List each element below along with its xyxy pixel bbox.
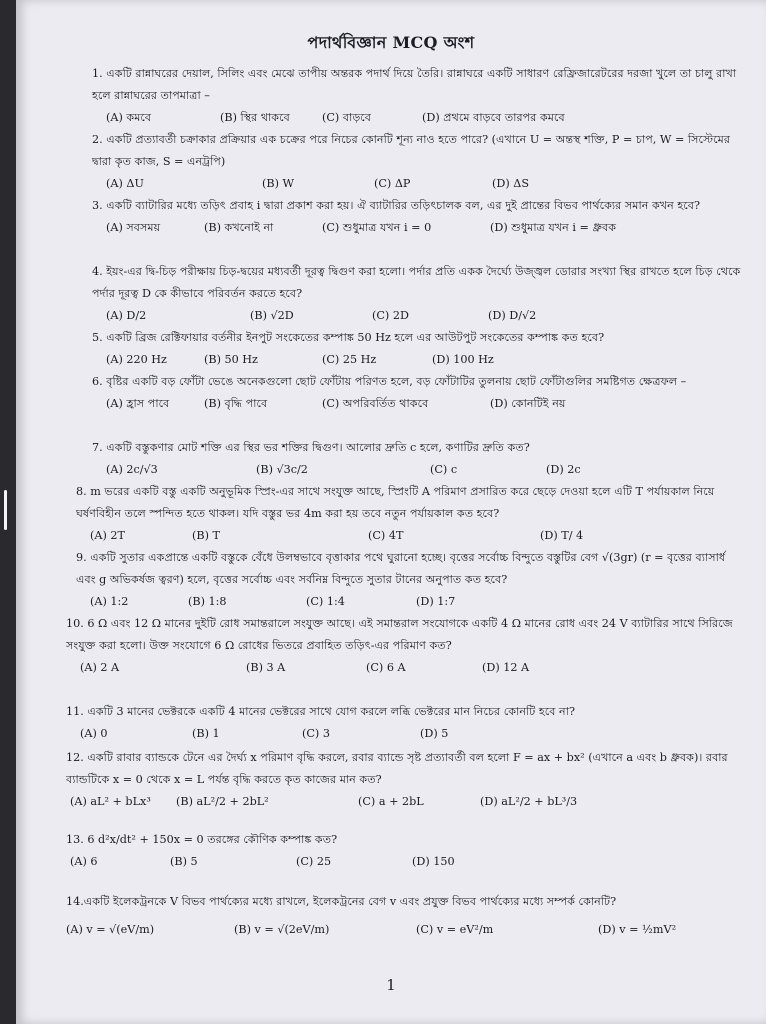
option-b: (B) 5 [170, 855, 198, 868]
option-a: (A) v = √(eV/m) [66, 923, 155, 936]
question-3 [92, 195, 746, 239]
page-edge-mark [4, 490, 7, 530]
options-row [66, 913, 746, 947]
option-b: (B) √3c/2 [256, 463, 308, 476]
option-a: (A) ΔU [106, 177, 144, 190]
question-text: 4. ইয়ং-এর দ্বি-চিড় পরীক্ষায় চিড়-দ্বয়ের মধ্যবর্তী দূরত্ব দ্বিগুণ করা হলো। পর্দার প্রতি একক দৈর্ঘ্যে উজ্জ্বল ডোরার সংখ্যা স্থির রাখতে হলে চিড় থেকে পর্দার দূরত্ব D কে কীভাবে পরিবর্তন করতে হবে? [92, 265, 741, 300]
question-13 [66, 829, 746, 873]
option-a: (A) 2T [90, 529, 125, 542]
option-a: (A) 6 [70, 855, 98, 868]
question-text: 6. বৃষ্টির একটি বড় ফোঁটা ভেঙে অনেকগুলো ছোট ফোঁটায় পরিণত হলে, বড় ফোঁটাটির তুলনায় ছোট ফোঁটাগুলির সমষ্টিগত ক্ষেত্রফল – [92, 375, 687, 388]
question-7 [92, 437, 746, 481]
option-a: (A) হ্রাস পাবে [106, 397, 170, 410]
option-d: (D) কোনটিই নয় [490, 397, 566, 410]
options-row [66, 791, 746, 813]
option-a: (A) কমবে [106, 111, 152, 124]
option-c: (C) 4T [368, 529, 404, 542]
question-text: 5. একটি ব্রিজ রেক্টিফায়ার বর্তনীর ইনপুট সংকেতের কম্পাঙ্ক 50 Hz হলে এর আউটপুট সংকেতের কম্পাঙ্ক কত হবে? [92, 331, 605, 344]
option-a: (A) 2 A [80, 661, 120, 674]
option-c: (C) বাড়বে [322, 111, 372, 124]
option-b: (B) W [262, 177, 295, 190]
option-d: (D) 5 [420, 727, 449, 740]
option-d: (D) 2c [546, 463, 581, 476]
option-c: (C) v = eV²/m [416, 923, 494, 936]
option-c: (C) 25 Hz [322, 353, 377, 366]
option-b: (B) 50 Hz [204, 353, 258, 366]
option-b: (B) কখনোই না [204, 221, 274, 234]
options-row [92, 393, 746, 415]
options-row [66, 851, 746, 873]
question-5 [92, 327, 746, 371]
question-6 [92, 371, 746, 415]
option-b: (B) 1 [192, 727, 220, 740]
option-d: (D) T/ 4 [540, 529, 584, 542]
question-text: 11. একটি 3 মানের ভেক্টরকে একটি 4 মানের ভেক্টরের সাথে যোগ করলে লব্ধি ভেক্টরের মান নিচের কোনটি হবে না? [66, 705, 575, 718]
option-a: (A) 220 Hz [106, 353, 167, 366]
options-row [92, 107, 746, 129]
option-c: (C) অপরিবর্তিত থাকবে [322, 397, 429, 410]
question-12 [66, 747, 746, 813]
question-2 [92, 129, 746, 195]
option-a: (A) সবসময় [106, 221, 161, 234]
page-number: 1 [386, 976, 396, 994]
page-title: পদার্থবিজ্ঞান MCQ অংশ [307, 33, 475, 52]
option-c: (C) শুধুমাত্র যখন i = 0 [322, 221, 432, 234]
option-c: (C) 3 [302, 727, 330, 740]
question-text: 2. একটি প্রত্যাবর্তী চক্রাকার প্রক্রিয়ার এক চক্রের পরে নিচের কোনটি শূন্য নাও হতে পারে? (এখানে U = অন্তস্থ শক্তি, P = চাপ, W = সিস্টেমের দ্বারা কৃত কাজ, S = এনট্রপি) [92, 133, 730, 168]
option-a: (A) 2c/√3 [106, 463, 158, 476]
option-d: (D) 100 Hz [432, 353, 494, 366]
option-d: (D) D/√2 [488, 309, 537, 322]
options-row [66, 657, 746, 679]
options-row [76, 591, 746, 613]
question-11 [66, 701, 746, 745]
question-text: 1. একটি রান্নাঘরের দেয়াল, সিলিং এবং মেঝে তাপীয় অন্তরক পদার্থ দিয়ে তৈরি। রান্নাঘরে একটি সাধারণ রেফ্রিজারেটরের দরজা খুলে তা চালু রাখা হলে রান্নাঘরের তাপমাত্রা – [92, 67, 737, 102]
question-1 [92, 63, 746, 129]
question-text: 14.একটি ইলেকট্রনকে V বিভব পার্থক্যের মধ্যে রাখলে, ইলেকট্রনের বেগ v এবং প্রযুক্ত বিভব পার্থক্যের মধ্যে সম্পর্ক কোনটি? [66, 895, 617, 908]
option-d: (D) প্রথমে বাড়বে তারপর কমবে [422, 111, 565, 124]
question-text: 9. একটি সুতার একপ্রান্তে একটি বস্তুকে বেঁধে উলম্বভাবে বৃত্তাকার পথে ঘুরানো হচ্ছে। বৃত্তের সর্বোচ্চ বিন্দুতে বস্তুটির বেগ √(3gr) (r = বৃত্তের ব্যাসার্ধ এবং g অভিকর্ষজ ত্বরণ) হলে, বৃত্তের সর্বোচ্চ এবং সর্বনিম্ন বিন্দুতে সুতার টানের অনুপাত কত হবে? [76, 551, 726, 586]
option-c: (C) ΔP [374, 177, 411, 190]
option-a: (A) 1:2 [90, 595, 129, 608]
option-b: (B) 1:8 [188, 595, 227, 608]
document-page [16, 0, 766, 1024]
option-c: (C) 1:4 [306, 595, 345, 608]
options-row [92, 173, 746, 195]
option-b: (B) T [192, 529, 220, 542]
question-9 [76, 547, 746, 613]
option-d: (D) ΔS [492, 177, 529, 190]
option-a: (A) aL² + bLx³ [70, 795, 151, 808]
question-4 [92, 261, 746, 327]
options-row [92, 459, 746, 481]
option-b: (B) √2D [250, 309, 294, 322]
option-d: (D) 1:7 [416, 595, 456, 608]
options-row [92, 217, 746, 239]
option-c: (C) 2D [372, 309, 409, 322]
option-b: (B) v = √(2eV/m) [234, 923, 330, 936]
option-d: (D) aL²/2 + bL³/3 [480, 795, 578, 808]
option-d: (D) v = ½mV² [598, 923, 677, 936]
question-8 [76, 481, 746, 547]
option-c: (C) a + 2bL [358, 795, 424, 808]
option-d: (D) শুধুমাত্র যখন i = ধ্রুবক [490, 221, 617, 234]
option-d: (D) 12 A [482, 661, 530, 674]
question-text: 10. 6 Ω এবং 12 Ω মানের দুইটি রোধ সমান্তরালে সংযুক্ত আছে। এই সমান্তরাল সংযোগকে একটি 4 Ω মানের রোধ এবং 24 V ব্যাটারির সাথে সিরিজে সংযুক্ত করা হলো। উক্ত সংযোগে 6 Ω রোধের ভিতরে প্রবাহিত তড়িৎ-এর পরিমাণ কত? [66, 617, 733, 652]
question-text: 13. 6 d²x/dt² + 150x = 0 তরঙ্গের কৌণিক কম্পাঙ্ক কত? [66, 833, 338, 846]
question-10 [66, 613, 746, 679]
option-a: (A) D/2 [106, 309, 147, 322]
option-b: (B) বৃদ্ধি পাবে [204, 397, 268, 410]
question-text: 8. m ভরের একটি বস্তু একটি অনুভূমিক স্প্রিং-এর সাথে সংযুক্ত আছে, স্প্রিংটি A পরিমাণ প্রসারিত করে ছেড়ে দেওয়া হলে এটি T পর্যায়কাল নিয়ে ঘর্ষণবিহীন তলে স্পন্দিত হতে থাকল। যদি বস্তুর ভর 4m করা হয় তবে নতুন পর্যায়কাল কত হবে? [76, 485, 715, 520]
option-c: (C) 6 A [366, 661, 406, 674]
option-b: (B) 3 A [246, 661, 286, 674]
option-c: (C) 25 [296, 855, 332, 868]
options-row [92, 305, 746, 327]
option-a: (A) 0 [80, 727, 108, 740]
options-row [92, 349, 746, 371]
option-c: (C) c [430, 463, 458, 476]
question-14 [66, 891, 746, 947]
option-b: (B) aL²/2 + 2bL² [176, 795, 269, 808]
options-row [76, 525, 746, 547]
question-text: 7. একটি বস্তুকণার মোট শক্তি এর স্থির ভর শক্তির দ্বিগুণ। আলোর দ্রুতি c হলে, কণাটির দ্রুতি কত? [92, 441, 530, 454]
options-row [66, 723, 746, 745]
question-text: 12. একটি রাবার ব্যান্ডকে টেনে এর দৈর্ঘ্য x পরিমাণ বৃদ্ধি করলে, রবার ব্যান্ডে সৃষ্ট প্রত্যাবর্তী বল হলো F = ax + bx² (এখানে a এবং b ধ্রুবক)। রবার ব্যান্ডটিকে x = 0 থেকে x = L পর্যন্ত বৃদ্ধি করতে কৃত কাজের মান কত? [66, 751, 728, 786]
question-text: 3. একটি ব্যাটারির মধ্যে তড়িৎ প্রবাহ i দ্বারা প্রকাশ করা হয়। ঐ ব্যাটারির তড়িৎচালক বল, এর দুই প্রান্তের বিভব পার্থক্যের সমান কখন হবে? [92, 199, 700, 212]
option-b: (B) স্থির থাকবে [220, 111, 290, 124]
option-d: (D) 150 [412, 855, 455, 868]
